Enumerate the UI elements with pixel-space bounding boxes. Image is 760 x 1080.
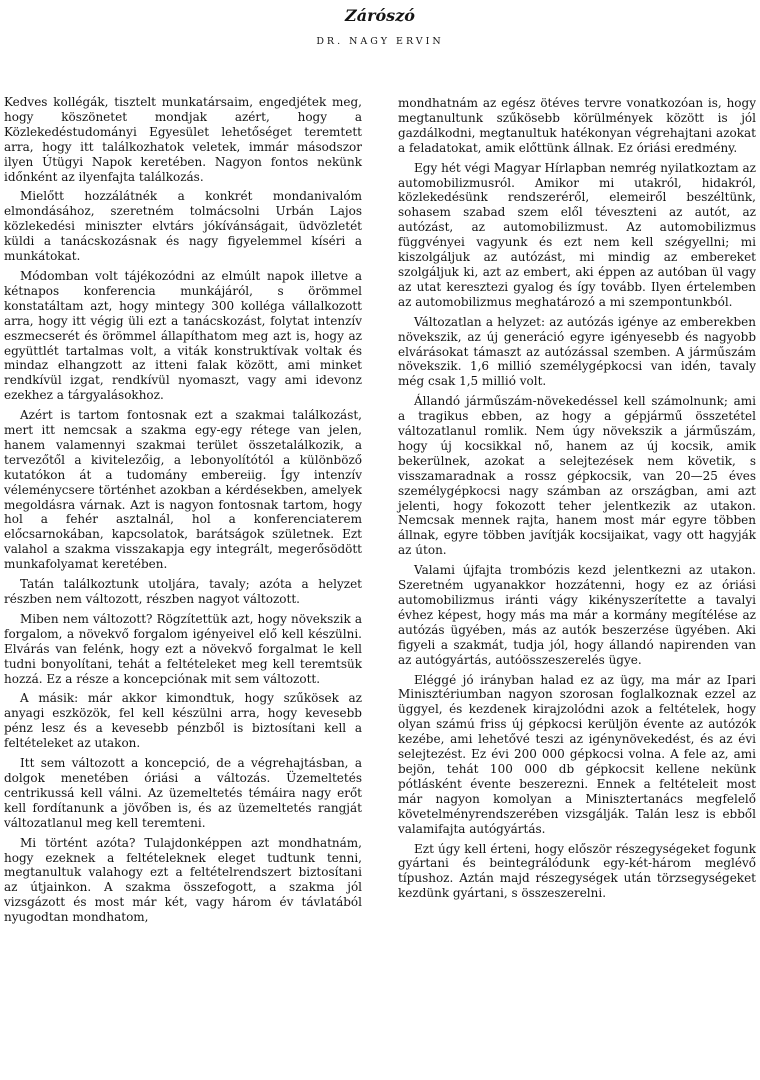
paragraph: Mi történt azóta? Tulajdonképpen azt mondhatnám, hogy ezeknek a feltételeknek eleget tudtunk tenni, megtanultuk valahogy ezt a feltételrendszert biztosítani az útjainkon. A szakma összefogott, a szakma jól vizsgázott és most már két, vagy három év távlatából nyugodtan mondhatom, xyxy=(4,835,362,925)
paragraph: Miben nem változott? Rögzítettük azt, hogy növekszik a forgalom, a növekvő forgalom igényeivel elő kell készülni. Elvárás van felénk, hogy ezt a növekvő forgalmat le kell tudni bonyolítani, tehát a feltételeket meg kell teremtsük hozzá. Ez a része a koncepciónak mit sem változott. xyxy=(4,611,362,686)
paragraph: Változatlan a helyzet: az autózás igénye az emberekben növekszik, az új generáció egyre igényesebb és nagyobb elvárásokat támaszt az autózással szemben. A járműszám növekszik. 1,6 millió személygépkocsi van idén, tavaly még csak 1,5 millió volt. xyxy=(398,314,756,389)
right-column xyxy=(398,96,756,906)
author-byline: DR. NAGY ERVIN xyxy=(316,36,444,47)
paragraph: Tatán találkoztunk utoljára, tavaly; azóta a helyzet részben nem változott, részben nagyot változott. xyxy=(4,577,362,606)
paragraph: Módomban volt tájékozódni az elmúlt napok illetve a kétnapos konferencia munkájáról, s örömmel konstatáltam azt, hogy mintegy 300 kolléga vállalkozott arra, hogy itt végig üli ezt a tanácskozást, folytat intenzív eszmecserét és örömmel állapíthatom meg azt is, hogy az együttlét tartalmas volt, a viták konstruktívak voltak és mindaz elhangzott az itteni falak között, ami minket rendkívül izgat, rendkívül nyomaszt, vagy ami idevonz ezekhez a tárgyalásokhoz. xyxy=(4,268,362,403)
paragraph: Kedves kollégák, tisztelt munkatársaim, engedjétek meg, hogy köszönetet mondjak azért, hogy a Közlekedéstudományi Egyesület lehetőséget teremtett arra, hogy itt találkozhatok veletek, immár másodszor ilyen Útügyi Napok keretében. Nagyon fontos nekünk időnként az ilyenfajta találkozás. xyxy=(4,95,362,184)
paragraph: Ezt úgy kell érteni, hogy először részegységeket fogunk gyártani és beintegrálódunk egy-két-három meglévő típushoz. Aztán majd részegységek után törzsegységeket kezdünk gyártani, s összeszerelni. xyxy=(398,841,756,901)
paragraph: Azért is tartom fontosnak ezt a szakmai találkozást, mert itt nemcsak a szakma egy-egy rétege van jelen, hanem valamennyi szakmai terület összetalálkozik, a tervezőtől a kivitelezőig, a lebonyolítótól a különböző kutatókon át a tudomány embereiig. Így intenzív véleménycsere történhet azokban a kérdésekben, amelyek megoldásra várnak. Azt is nagyon fontosnak tartom, hogy hol a fehér asztalnál, hol a konferenciaterem előcsarnokában, kapcsolatok, barátságok születnek. Ezt valahol a szakma visszakapja egy integrált, megerősödött munkafolyamat keretében. xyxy=(4,408,362,572)
paragraph: mondhatnám az egész ötéves tervre vonatkozóan is, hogy megtanultunk szűkösebb körülmények között is jól gazdálkodni, megtanultuk hatékonyan végrehajtani azokat a feladatokat, amik előttünk állnak. Ez óriási eredmény. xyxy=(398,96,756,155)
paragraph: Valami újfajta trombózis kezd jelentkezni az utakon. Szeretném ugyanakkor hozzátenni, hogy ez az óriási automobilizmus iránti vágy kikényszerítette a tavalyi évhez képest, hogy más ma már a kormány megítélése az autózás ügyében, más az autók beszerzése ügyében. Aki figyeli a szakmát, tudja jól, hogy állandó napirenden van az autógyártás, autóösszeszerelés ügye. xyxy=(398,563,756,667)
paragraph: Egy hét végi Magyar Hírlapban nemrég nyilatkoztam az automobilizmusról. Amikor mi utakról, hidakról, közlekedésünk rendszeréről, elemeiről beszéltünk, sohasem szabad szem elől téveszteni az autót, az autózást, az automobilizmust. Az automobilizmus függvényei vagyunk és ezt nem kell szégyellni; mi kiszolgáljuk az autózást, mi mindig az embereket szolgáljuk ki, azt az embert, aki éppen az autóban ül vagy az utat keresztezi gyalog és így tovább. Ilyen értelemben az automobilizmus meghatározó a mi szempontunkból. xyxy=(398,160,756,309)
paragraph: Állandó járműszám-növekedéssel kell számolnunk; ami a tragikus ebben, az hogy a gépjármű összetétel változatlanul romlik. Nem úgy növekszik a járműszám, hogy új kocsikkal nő, hanem az új kocsik, amik bekerülnek, azokat a selejtezések nem követik, s visszamaradnak a rossz gépkocsik, van 20—25 éves személygépkocsi nagy számban az országban, ami azt jelenti, hogy fokozott teher jelentkezik az utakon. Nemcsak mennek rajta, hanem most már egyre többen állnak, egyre többen javítják kocsijaikat, vagy ott hagyják az úton. xyxy=(398,394,756,558)
paragraph: Eléggé jó irányban halad ez az ügy, ma már az Ipari Minisztériumban nagyon szorosan foglalkoznak ezzel az üggyel, és kezdenek kirajzolódni azok a feltételek, hogy olyan számú friss új gépkocsi kerüljön évente az autózók kezébe, ami lehetővé teszi az igénynövekedést, és az évi selejtezést. Ez évi 200 000 gépkocsi volna. A fele az, ami bejön, tehát 100 000 db gépkocsit kellene nekünk pótlásként évente beszerezni. Ennek a feltételeit most már nagyon komolyan a Minisztertanács megfelelő követelményrendszerében vizsgálják. Talán lesz is ebből valamifajta autógyártás. xyxy=(398,672,756,836)
left-column xyxy=(4,95,362,930)
paragraph: Itt sem változott a koncepció, de a végrehajtásban, a dolgok menetében óriási a változás. Üzemeltetés centrikussá kell válni. Az üzemeltetés témáira nagy erőt kell fordítanunk a jövőben is, és az üzemeltetés rangját változatlanul meg kell teremteni. xyxy=(4,756,362,830)
paragraph: Mielőtt hozzálátnék a konkrét mondanivalóm elmondásához, szeretném tolmácsolni Urbán Lajos közlekedési miniszter elvtárs jókívánságait, üdvözletét küldi a tanácskozásnak és nagy figyelemmel kíséri a munkátokat. xyxy=(4,189,362,264)
page-title: Zárószó xyxy=(345,6,415,25)
paragraph: A másik: már akkor kimondtuk, hogy szűkösek az anyagi eszközök, fel kell készülni arra, hogy kevesebb pénz lesz és a kevesebb pénzből is biztosítani kell a feltételeket az utakon. xyxy=(4,691,362,751)
